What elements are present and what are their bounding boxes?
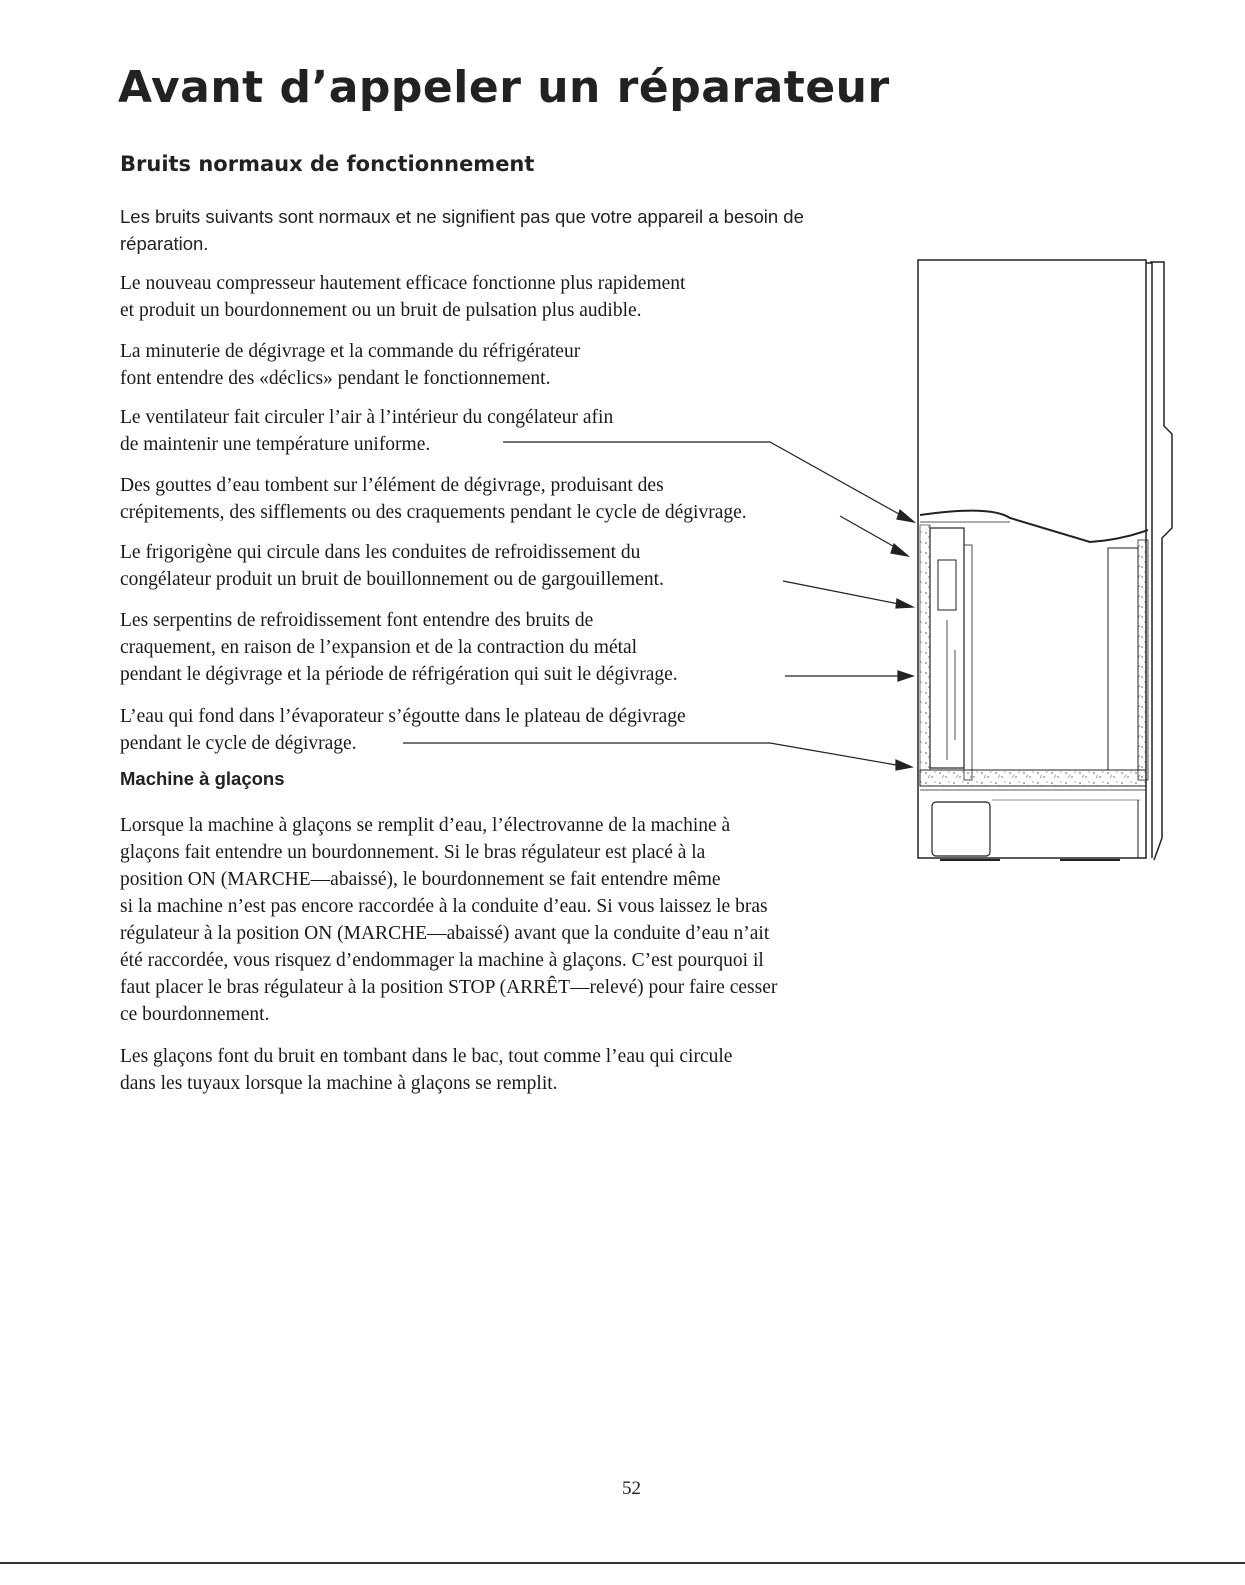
page-title: Avant d’appeler un réparateur: [118, 62, 890, 113]
intro-text: Les bruits suivants sont normaux et ne signifient pas que votre appareil a besoin de réparation.: [120, 206, 804, 254]
paragraph-refrigerant: Le frigorigène qui circule dans les conduites de refroidissement du congélateur produit un bruit de bouillonnement ou de gargouillement.: [120, 542, 664, 590]
leader-arrows: [403, 442, 914, 770]
page-number: 52: [622, 1478, 641, 1499]
paragraph-defrost-timer: La minuterie de dégivrage et la commande du réfrigérateur font entendre des «déclics» pendant le fonctionnement.: [120, 341, 581, 389]
ice-maker-heading: Machine à glaçons: [120, 768, 285, 789]
paragraph-cooling-coils: Les serpentins de refroidissement font entendre des bruits de craquement, en raison de l’expansion et de la contraction du métal pendant le dégivrage et la période de réfrigération qui suit le dégivrage.: [120, 610, 678, 685]
refrigerator-cutaway: [918, 260, 1172, 860]
paragraph-evaporator-water: L’eau qui fond dans l’évaporateur s’égoutte dans le plateau de dégivrage pendant le cycle de dégivrage.: [120, 706, 686, 754]
arrow-fan: [503, 442, 914, 522]
arrow-cooling-coils: [785, 671, 913, 681]
arrow-water-drops: [840, 516, 908, 556]
paragraph-ice-falling: Les glaçons font du bruit en tombant dans le bac, tout comme l’eau qui circule dans les tuyaux lorsque la machine à glaçons se remplit.: [120, 1046, 733, 1094]
arrow-evaporator: [403, 743, 912, 770]
arrow-refrigerant: [783, 581, 913, 608]
paragraph-fan: Le ventilateur fait circuler l’air à l’intérieur du congélateur afin de maintenir une température uniforme.: [120, 407, 614, 455]
section-heading: Bruits normaux de fonctionnement: [120, 152, 535, 176]
bottom-rule: [0, 1562, 1245, 1564]
paragraph-compressor: Le nouveau compresseur hautement efficace fonctionne plus rapidement et produit un bourdonnement ou un bruit de pulsation plus audible.: [120, 273, 686, 321]
paragraph-water-drops: Des gouttes d’eau tombent sur l’élément de dégivrage, produisant des crépitements, des sifflements ou des craquements pendant le cycle de dégivrage.: [120, 475, 747, 523]
paragraph-ice-maker-valve: Lorsque la machine à glaçons se remplit d’eau, l’électrovanne de la machine à glaçons fait entendre un bourdonnement. Si le bras régulateur est placé à la position ON (MARCHE—abaissé), le bourdonnement se fait entendre même si la machine n’est pas encore raccordée à la conduite d’eau. Si vous laissez le bras régulateur à la position ON (MARCHE—abaissé) avant que la conduite d’eau n’ait été raccordée, vous risquez d’endommager la machine à glaçons. C’est pourquoi il faut placer le bras régulateur à la position STOP (ARRÊT—relevé) pour faire cesser ce bourdonnement.: [120, 815, 778, 1025]
